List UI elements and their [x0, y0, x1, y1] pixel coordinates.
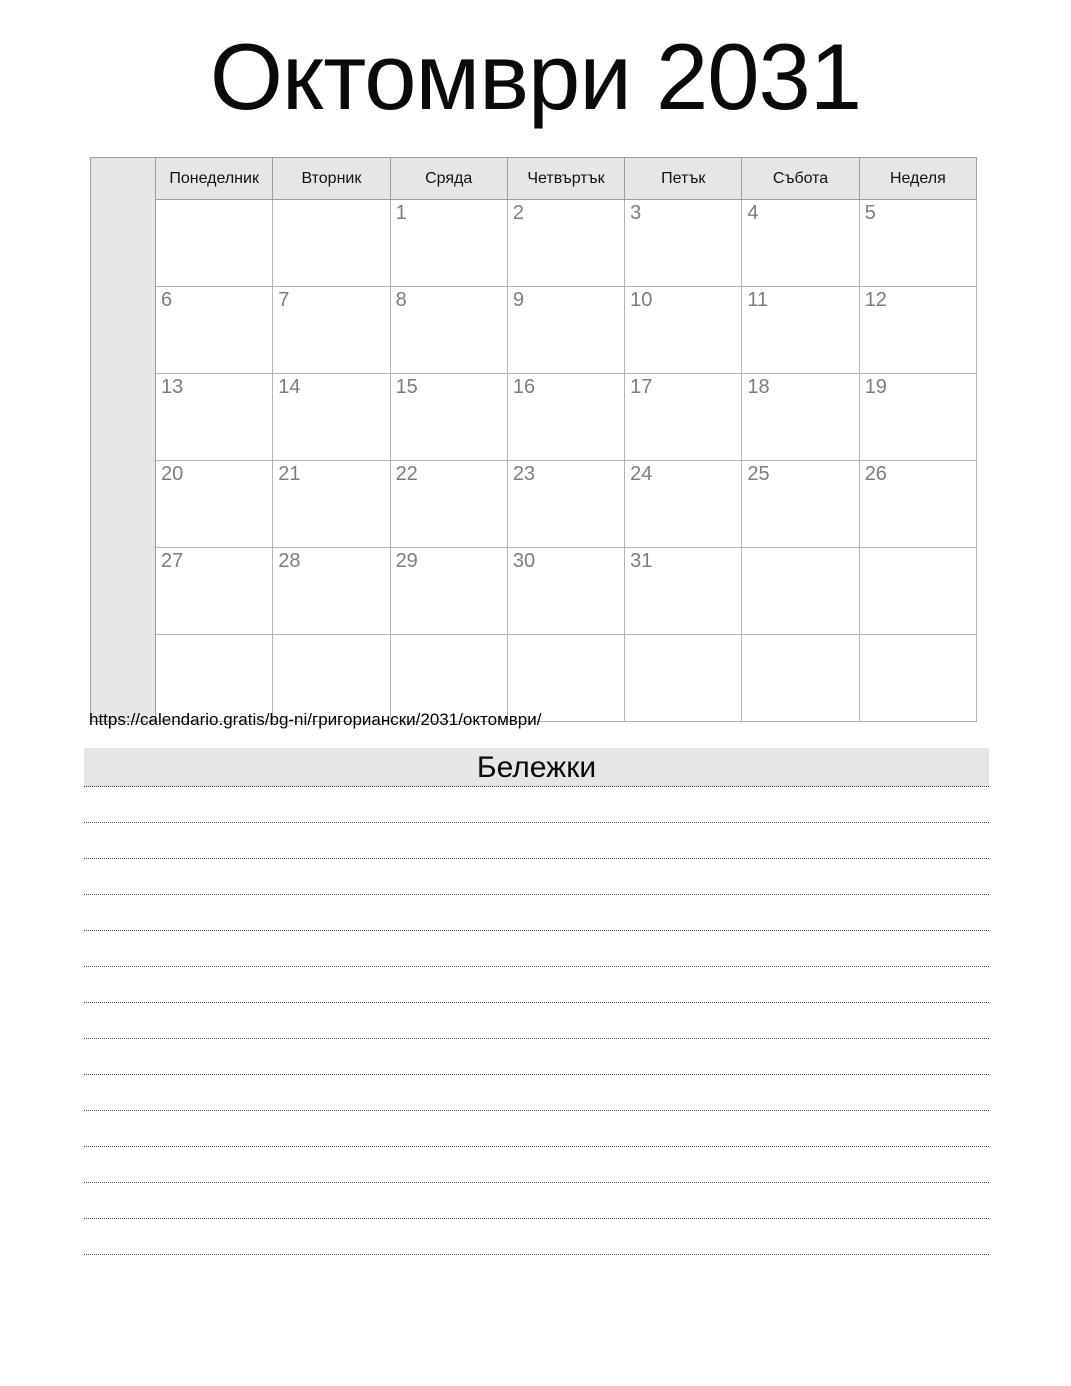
day-cell: 24	[625, 461, 742, 548]
day-cell: 23	[507, 461, 624, 548]
day-cell	[625, 635, 742, 722]
weekday-header-row	[91, 158, 977, 200]
day-cell: 17	[625, 374, 742, 461]
notes-line	[84, 1111, 989, 1147]
day-cell: 15	[390, 374, 507, 461]
notes-line	[84, 1219, 989, 1255]
day-cell: 26	[859, 461, 976, 548]
day-cell: 3	[625, 200, 742, 287]
week-row-1	[91, 200, 977, 287]
notes-line	[84, 895, 989, 931]
notes-section	[84, 748, 989, 1255]
day-cell: 16	[507, 374, 624, 461]
day-cell: 5	[859, 200, 976, 287]
day-cell: 10	[625, 287, 742, 374]
weekday-header-monday: Понеделник	[156, 158, 273, 200]
day-cell: 25	[742, 461, 859, 548]
day-cell: 1	[390, 200, 507, 287]
day-cell: 11	[742, 287, 859, 374]
day-cell: 28	[273, 548, 390, 635]
day-cell: 31	[625, 548, 742, 635]
day-cell	[273, 635, 390, 722]
page-title: Октомври 2031	[209, 24, 862, 129]
week-row-5	[91, 548, 977, 635]
weekday-header-sunday: Неделя	[859, 158, 976, 200]
source-url-text: https://calendario.gratis/bg-ni/григориански/2031/октомври/	[89, 710, 542, 729]
day-cell: 9	[507, 287, 624, 374]
day-cell: 8	[390, 287, 507, 374]
day-cell	[156, 200, 273, 287]
day-cell	[859, 635, 976, 722]
day-cell: 19	[859, 374, 976, 461]
day-cell: 22	[390, 461, 507, 548]
notes-line	[84, 1003, 989, 1039]
weekday-header-saturday: Събота	[742, 158, 859, 200]
weekday-header-thursday: Четвъртък	[507, 158, 624, 200]
day-cell	[156, 635, 273, 722]
weekday-header-tuesday: Вторник	[273, 158, 390, 200]
day-cell	[742, 548, 859, 635]
notes-title: Бележки	[84, 748, 989, 787]
notes-line	[84, 1183, 989, 1219]
weekday-header-friday: Петък	[625, 158, 742, 200]
day-cell: 14	[273, 374, 390, 461]
day-cell: 30	[507, 548, 624, 635]
day-cell: 2	[507, 200, 624, 287]
day-cell: 6	[156, 287, 273, 374]
day-cell: 12	[859, 287, 976, 374]
notes-line	[84, 859, 989, 895]
day-cell: 27	[156, 548, 273, 635]
day-cell: 29	[390, 548, 507, 635]
day-cell: 4	[742, 200, 859, 287]
week-row-4	[91, 461, 977, 548]
day-cell	[859, 548, 976, 635]
week-row-3	[91, 374, 977, 461]
day-cell	[390, 635, 507, 722]
day-cell	[507, 635, 624, 722]
notes-line	[84, 1147, 989, 1183]
week-row-6	[91, 635, 977, 722]
notes-line	[84, 967, 989, 1003]
notes-line	[84, 1075, 989, 1111]
notes-line	[84, 787, 989, 823]
day-cell: 21	[273, 461, 390, 548]
day-cell	[742, 635, 859, 722]
day-cell: 18	[742, 374, 859, 461]
day-cell: 7	[273, 287, 390, 374]
calendar-table	[90, 157, 977, 722]
week-row-2	[91, 287, 977, 374]
weekday-header-wednesday: Сряда	[390, 158, 507, 200]
day-cell: 20	[156, 461, 273, 548]
day-cell: 13	[156, 374, 273, 461]
notes-line	[84, 823, 989, 859]
notes-line	[84, 1039, 989, 1075]
day-cell	[273, 200, 390, 287]
notes-line	[84, 931, 989, 967]
calendar-left-margin-cell	[91, 158, 156, 722]
